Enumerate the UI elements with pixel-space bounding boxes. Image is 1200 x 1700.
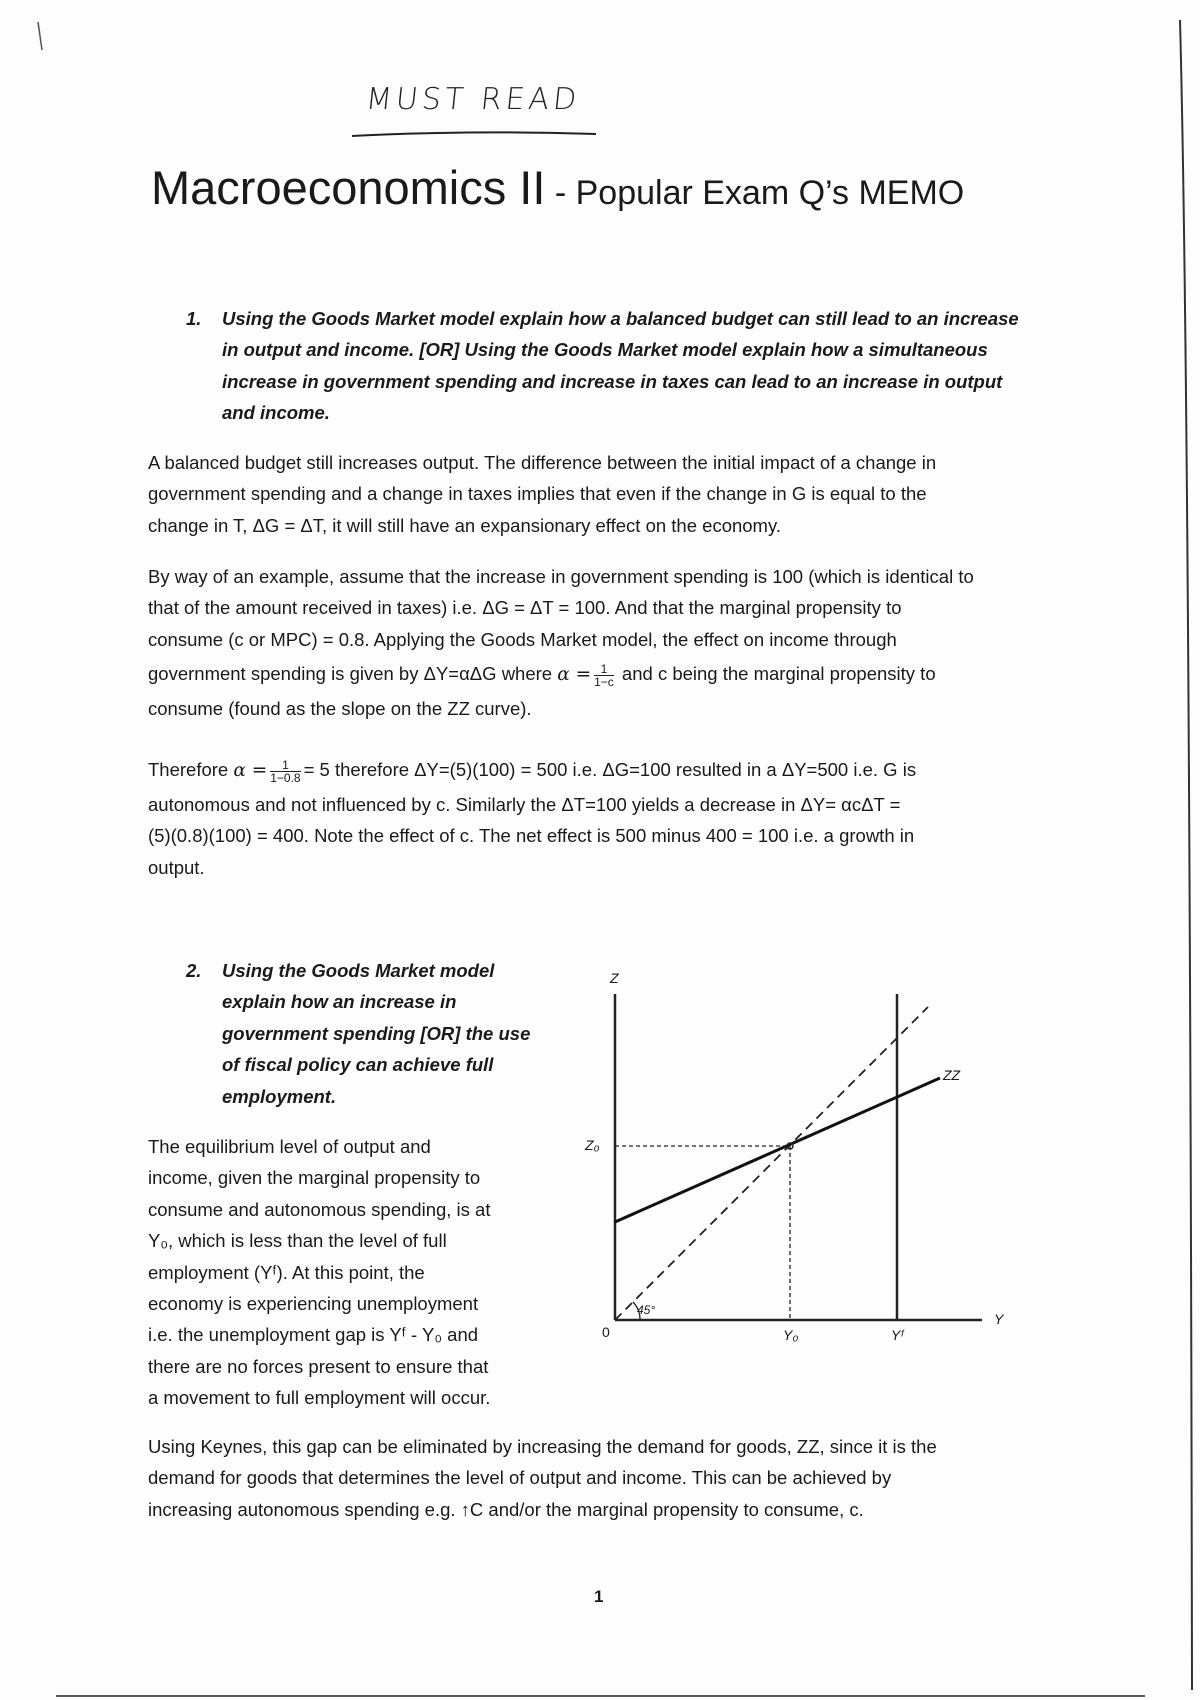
question-number: 1.	[186, 308, 202, 329]
question-line: explain how an increase in	[222, 991, 457, 1013]
text-line: economy is experiencing unemployment	[148, 1293, 479, 1315]
text-line: A balanced budget still increases output. The difference between the initial impact of a change in	[148, 452, 937, 473]
title-main: Macroeconomics II	[151, 161, 546, 214]
text-line: that of the amount received in taxes) i.e. ΔG = ΔT = 100. And that the marginal propensity to	[148, 597, 902, 619]
text-line: The equilibrium level of output and	[148, 1136, 431, 1157]
question-line: government spending [OR] the use	[222, 1022, 531, 1044]
text-line: a movement to full employment will occur.	[148, 1387, 491, 1409]
question-line: of fiscal policy can achieve full	[222, 1054, 494, 1076]
title-sub: - Popular Exam Q’s MEMO	[545, 174, 965, 212]
text: government spending is given by ΔY=αΔG where	[148, 663, 558, 685]
text-line: Using Keynes, this gap can be eliminated by increasing the demand for goods, ZZ, since it is the	[148, 1436, 937, 1457]
45-degree-line	[615, 1007, 928, 1320]
text-line: consume (found as the slope on the ZZ curve).	[148, 698, 532, 720]
angle-label: 45°	[637, 1303, 656, 1317]
zz-line	[615, 1078, 940, 1222]
question-line: Using the Goods Market model	[222, 960, 495, 981]
text: = 5 therefore ΔY=(5)(100) = 500 i.e. ΔG=100 resulted in a ΔY=500 i.e. G is	[303, 759, 917, 780]
y0-label: Y₀	[783, 1327, 799, 1343]
question-line: Using the Goods Market model explain how a balanced budget can still lead to an increase	[222, 308, 1019, 329]
question-line: in output and income. [OR] Using the Goods Market model explain how a simultaneous	[222, 339, 988, 361]
text-line: Y₀, which is less than the level of full	[148, 1230, 447, 1252]
handwritten-note: MUST READ	[364, 82, 583, 117]
origin-label: 0	[602, 1324, 610, 1340]
text-line: autonomous and not influenced by c. Similarly the ΔT=100 yields a decrease in ΔY= αcΔT =	[148, 794, 901, 815]
text-line: demand for goods that determines the level of output and income. This can be achieved by	[148, 1467, 892, 1489]
question-number: 2.	[186, 960, 202, 981]
numerator: 1	[270, 759, 300, 772]
text-line: (5)(0.8)(100) = 400. Note the effect of c. The net effect is 500 minus 400 = 100 i.e. a growth in	[148, 825, 915, 847]
text-line: i.e. the unemployment gap is Yᶠ - Y₀ and	[148, 1324, 479, 1346]
alpha-symbol: α =	[557, 664, 592, 686]
alpha-symbol: α =	[233, 760, 268, 781]
text: and c being the marginal propensity to	[616, 663, 936, 685]
text-line: By way of an example, assume that the increase in government spending is 100 (which is identical to	[148, 566, 974, 587]
q2-paragraph-2	[148, 1431, 937, 1525]
text-line: income, given the marginal propensity to	[148, 1167, 481, 1189]
text-line: employment (Yᶠ). At this point, the	[148, 1261, 425, 1283]
text-line: government spending and a change in taxes implies that even if the change in G is equal to the	[148, 483, 927, 505]
question-line: and income.	[222, 402, 330, 424]
zz-label: ZZ	[943, 1067, 961, 1083]
yf-label: Yᶠ	[891, 1327, 904, 1343]
text-line: increasing autonomous spending e.g. ↑C and/or the marginal propensity to consume, c.	[148, 1498, 864, 1520]
text-line: output.	[148, 856, 205, 878]
denominator: 1−0.8	[270, 770, 301, 785]
question-line: employment.	[222, 1085, 337, 1107]
text-line: there are no forces present to ensure that	[148, 1355, 489, 1377]
z-axis-label: Z	[610, 970, 619, 986]
numerator: 1	[594, 663, 614, 676]
page-number: 1	[594, 1587, 604, 1606]
text-line: consume (c or MPC) = 0.8. Applying the Goods Market model, the effect on income through	[148, 628, 897, 650]
text: Therefore	[148, 759, 234, 780]
z0-label: Z₀	[585, 1137, 600, 1153]
question-line: increase in government spending and increase in taxes can lead to an increase in output	[222, 370, 1003, 392]
text-line: consume and autonomous spending, is at	[148, 1198, 491, 1220]
denominator: 1−c	[594, 674, 614, 689]
y-axis-label: Y	[994, 1311, 1004, 1327]
text-line: change in T, ΔG = ΔT, it will still have an expansionary effect on the economy.	[148, 514, 781, 536]
